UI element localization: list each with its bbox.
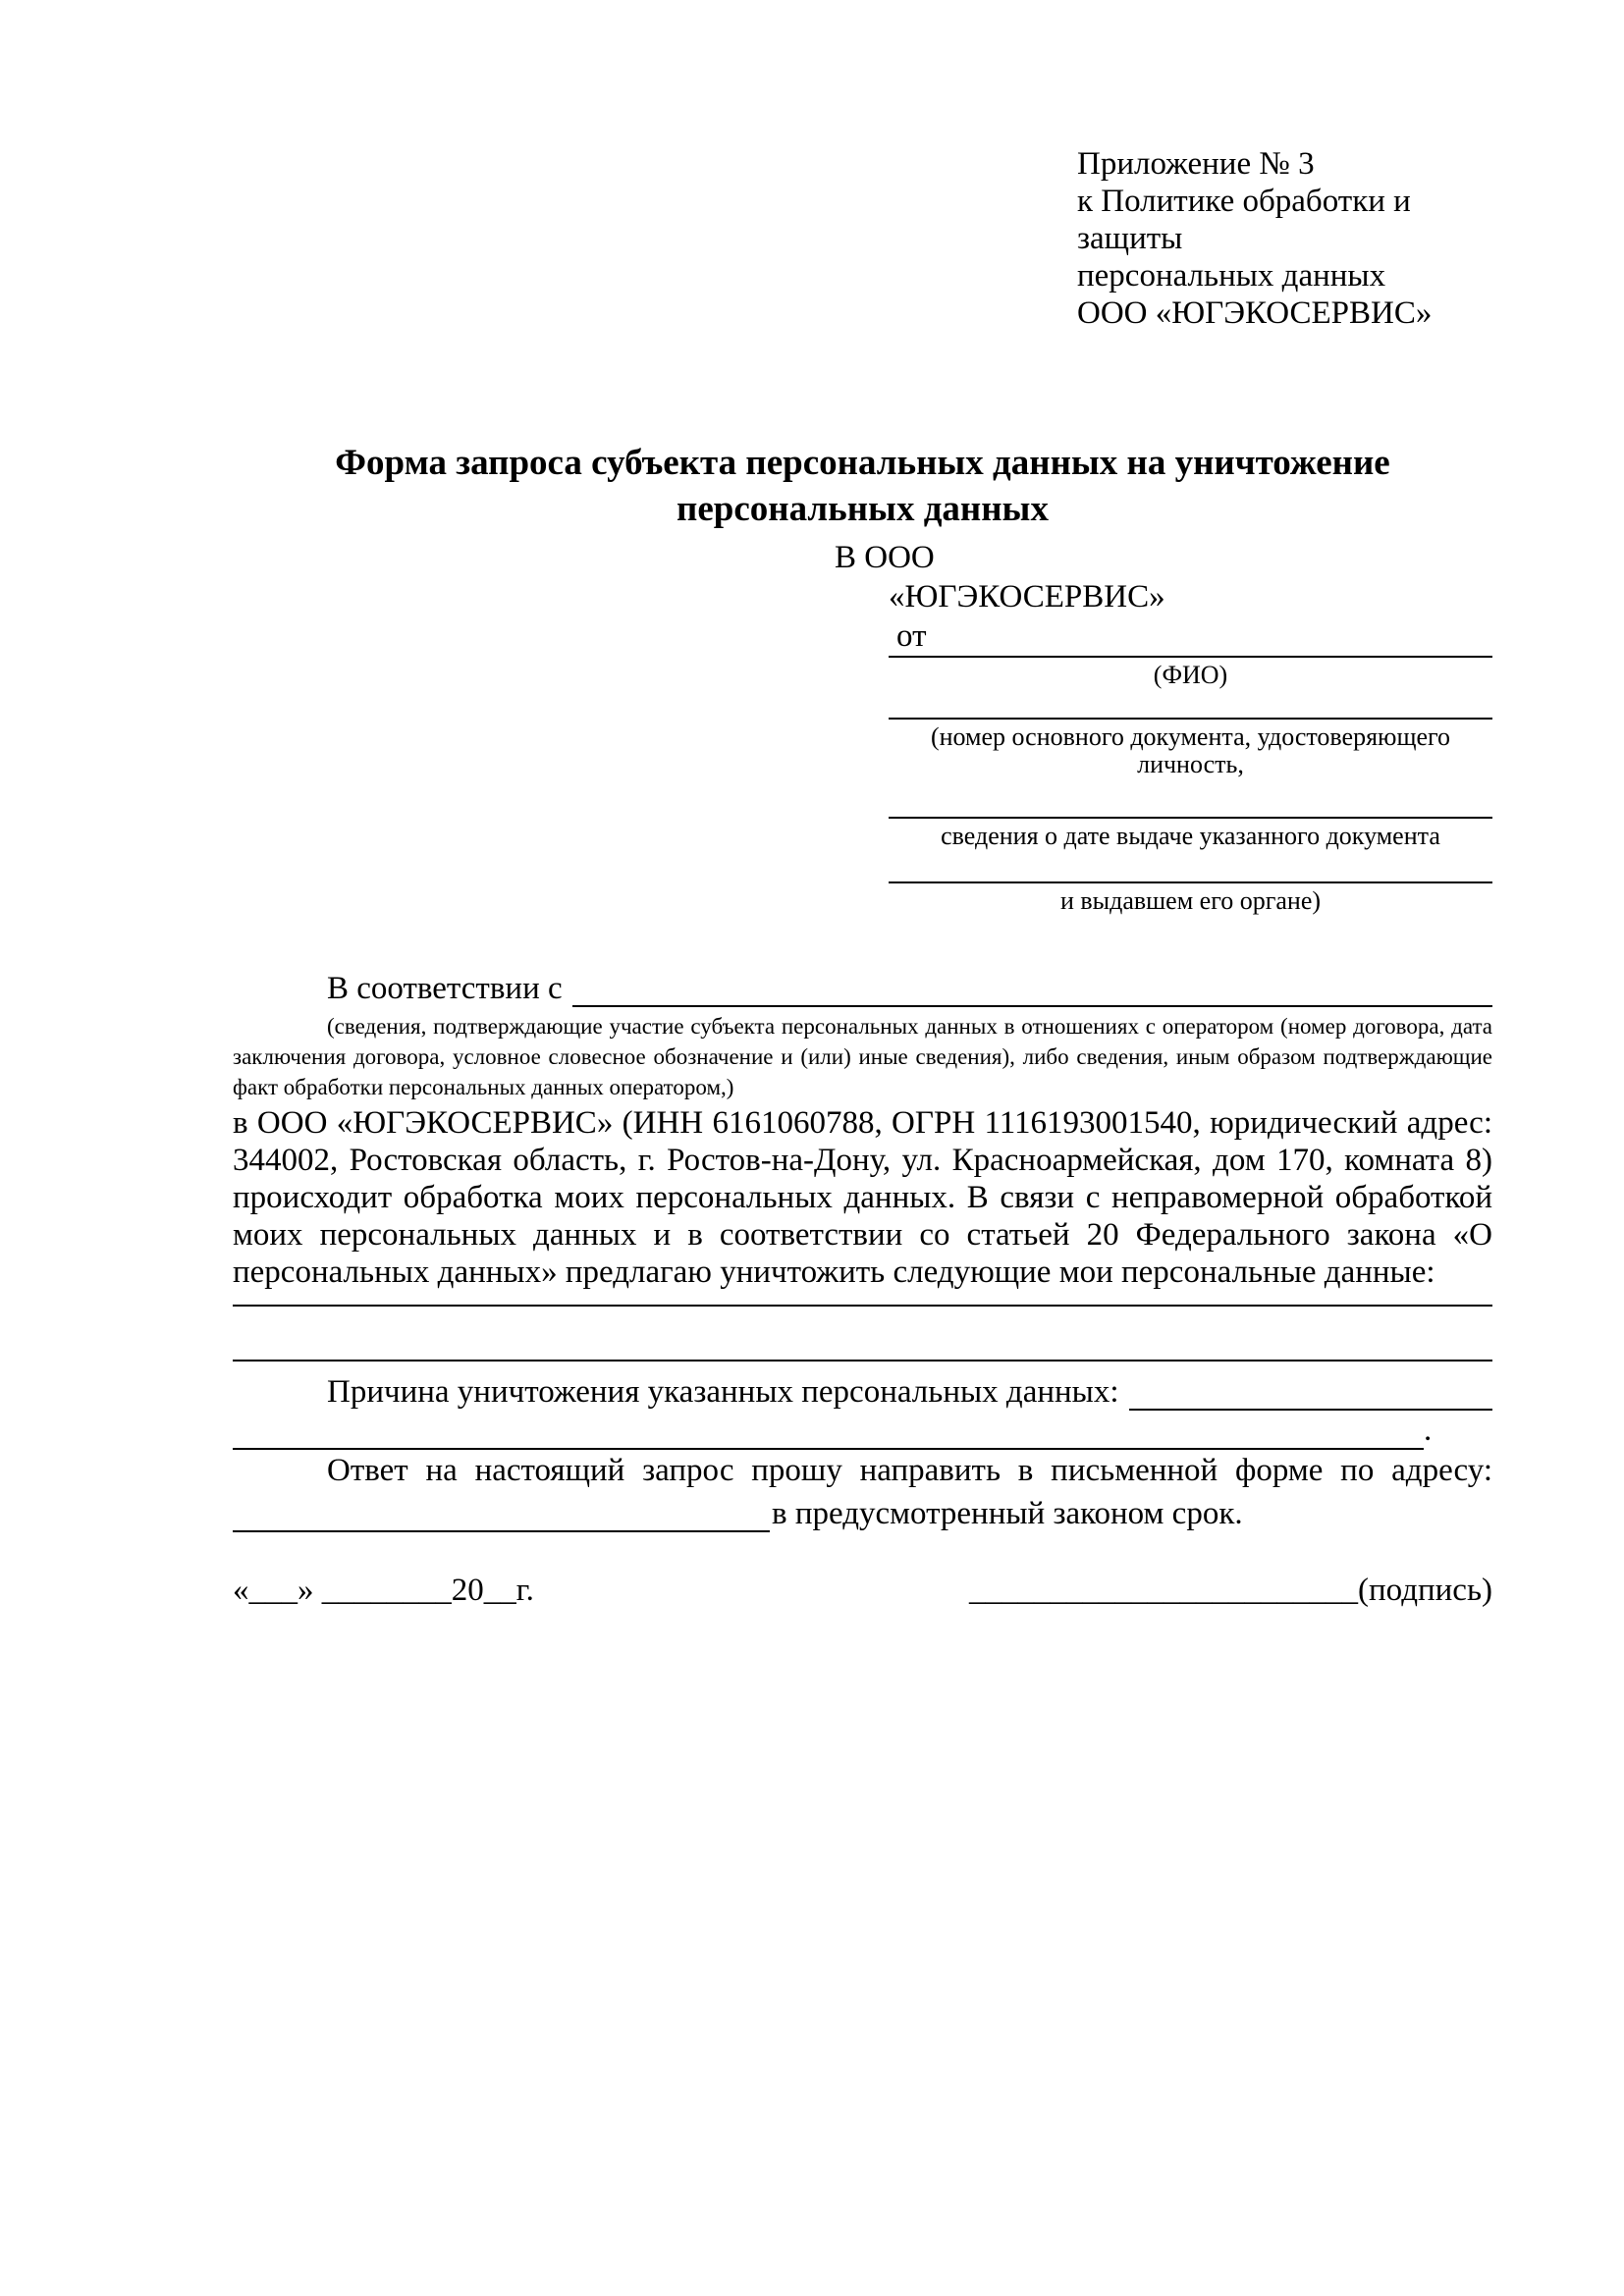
appendix-line: персональных данных [1077,258,1386,294]
accordance-fill-line [572,1005,1492,1007]
reason-continuation-row [233,1411,1492,1450]
reply-sentence: Ответ на настоящий запрос прошу направить в письменной форме по адресу: [327,1453,1492,1488]
issuing-authority-caption: и выдавшем его органе) [1059,886,1322,915]
signing-row [233,1572,1492,1609]
appendix-block [1077,145,1492,332]
appendix-line: ООО «ЮГЭКОСЕРВИС» [1077,295,1433,331]
identity-fields [889,656,1492,915]
appendix-line: к Политике обработки и защиты [1077,184,1411,256]
signature-caption: (подпись) [1358,1573,1492,1608]
reason-fill-line [1129,1409,1492,1411]
reason-continuation-fill-line [233,1448,1424,1450]
fio-fill-line [889,656,1492,658]
reason-period: . [1424,1413,1433,1448]
reason-row [233,1373,1492,1411]
document-content [233,0,1492,1609]
addressee-to: В ООО [835,540,935,575]
document-number-caption: (номер основного документа, удостоверяющего личность, [930,722,1451,778]
reply-address-row [233,1495,1492,1532]
addressee-from-label: от [896,618,927,654]
data-fill-line-2 [233,1360,1492,1362]
addressee-company: «ЮГЭКОСЕРВИС» [889,579,1165,614]
reply-tail: в предусмотренный законом срок. [772,1496,1243,1531]
accordance-row [233,970,1492,1007]
data-fill-line-1 [233,1305,1492,1307]
date-blank: «___» ________20__г. [233,1573,534,1608]
accordance-lead: В соответствии с [327,971,563,1006]
document-number-fill-line [889,718,1492,720]
signature-blank-line: ________________________ [969,1573,1358,1608]
form-title: Форма запроса субъекта персональных данных на уничтожение персональных данных [335,443,1390,529]
fio-caption: (ФИО) [1153,661,1228,689]
issue-date-caption: сведения о дате выдаче указанного документа [941,822,1440,850]
issue-date-fill-line [889,817,1492,819]
reply-address-fill-line [233,1530,770,1532]
signature-area [969,1572,1492,1609]
issuing-authority-fill-line [889,881,1492,883]
accordance-note: (сведения, подтверждающие участие субъекта персональных данных в отношениях с оператором (номер договора, дата заключения договора, условное словесное обозначение и (или) иные сведения), либо сведения, иным образом подтверждающие факт обработки персональных данных оператором,) [233,1014,1492,1099]
appendix-line: Приложение № 3 [1077,146,1315,182]
body-paragraph: в ООО «ЮГЭКОСЕРВИС» (ИНН 6161060788, ОГРН 1116193001540, юридический адрес: 344002, Ростовская область, г. Ростов-на-Дону, ул. Красноармейская, дом 170, комната 8) происходит обработка моих персональных данных. В связи с неправомерной обработкой моих персональных данных и в соответствии со статьей 20 Федерального закона «О персональных данных» предлагаю уничтожить следующие мои персональные данные: [233,1105,1492,1290]
reason-label: Причина уничтожения указанных персональных данных: [327,1374,1119,1410]
